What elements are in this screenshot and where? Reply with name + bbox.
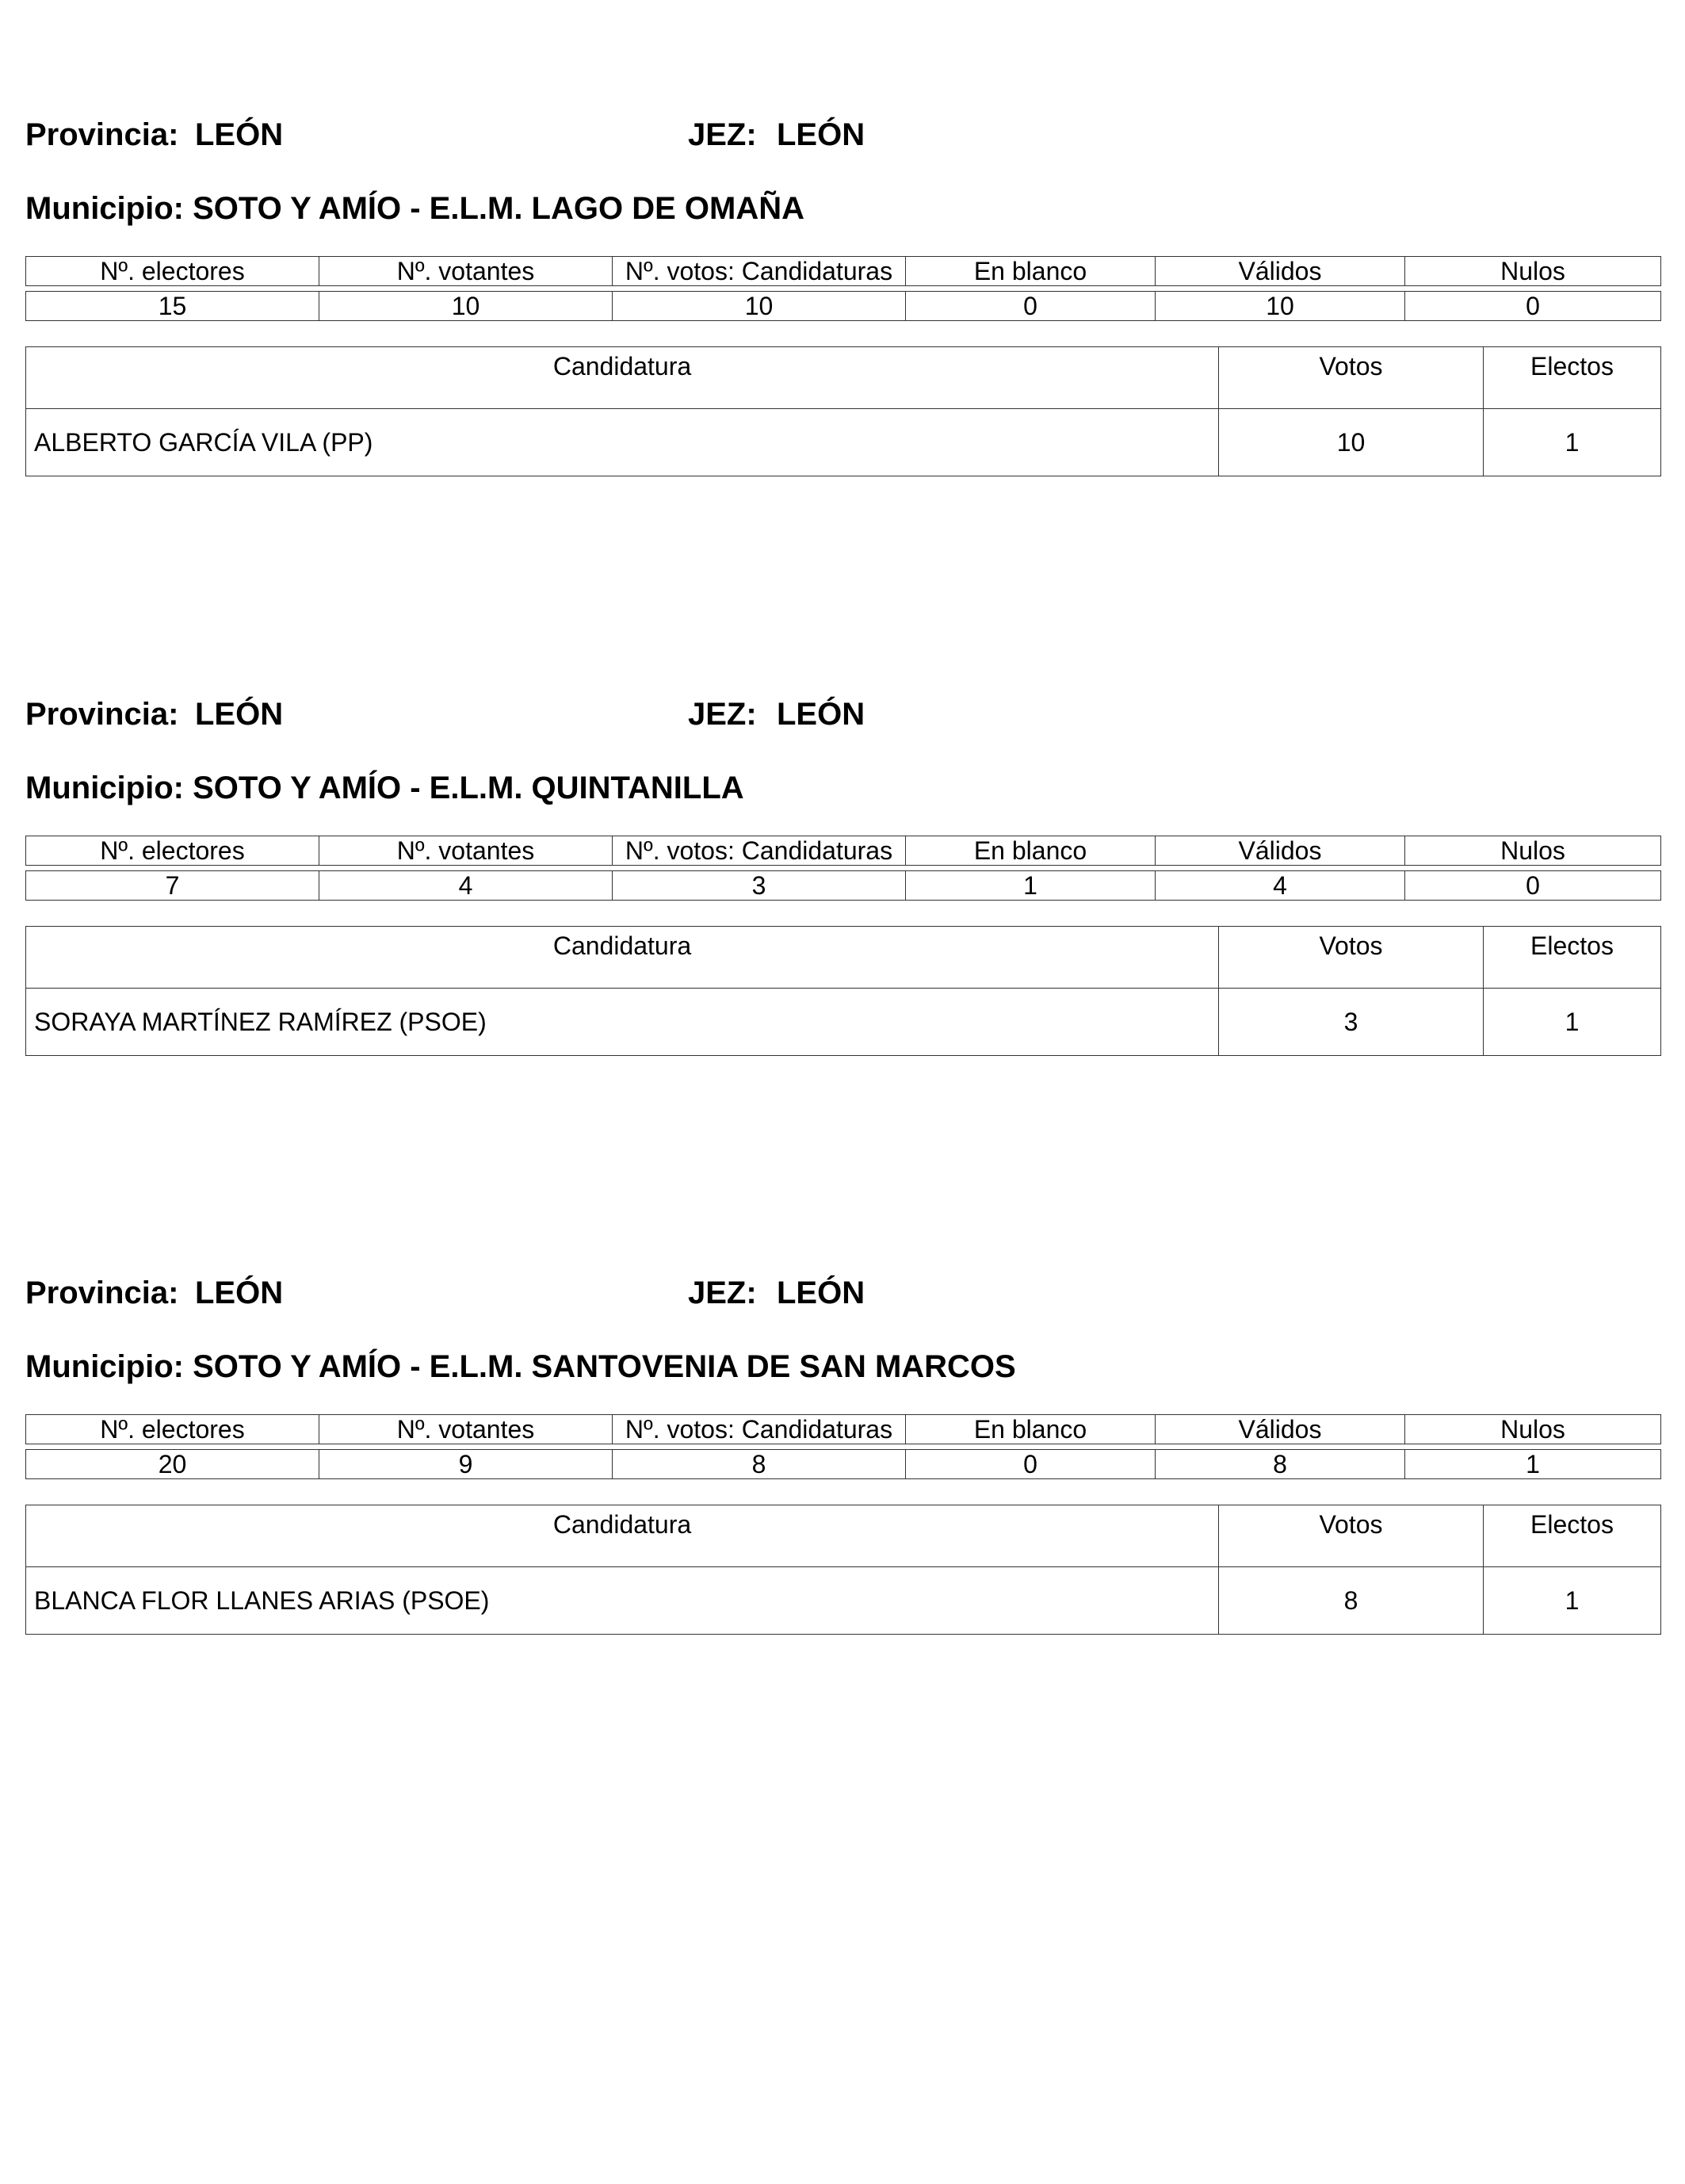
candidate-name: SORAYA MARTÍNEZ RAMÍREZ (PSOE) xyxy=(26,989,1219,1056)
electos-header: Electos xyxy=(1484,927,1661,989)
jez-value: LEÓN xyxy=(777,1276,865,1310)
electores-value: 15 xyxy=(26,292,319,321)
validos-value: 4 xyxy=(1156,871,1405,901)
candidate-electos: 1 xyxy=(1484,1567,1661,1635)
municipio-label: Municipio: xyxy=(25,1349,184,1384)
votantes-value: 10 xyxy=(319,292,613,321)
candidatura-header: Candidatura xyxy=(26,927,1219,989)
votantes-value: 4 xyxy=(319,871,613,901)
stats-table xyxy=(25,256,1661,321)
nulos-value: 0 xyxy=(1405,871,1661,901)
candidate-electos: 1 xyxy=(1484,409,1661,476)
votos-candidaturas-value: 10 xyxy=(613,292,906,321)
stats-value-row xyxy=(26,871,1661,901)
validos-value: 8 xyxy=(1156,1450,1405,1479)
jez-label: JEZ: xyxy=(688,1276,757,1310)
stats-table xyxy=(25,1414,1661,1479)
en-blanco-value: 0 xyxy=(906,292,1156,321)
candidates-header-row xyxy=(26,927,1661,989)
stats-header-cell: Nº. votos: Candidaturas xyxy=(613,836,906,866)
votos-candidaturas-value: 3 xyxy=(613,871,906,901)
stats-header-cell: En blanco xyxy=(906,836,1156,866)
municipio-label: Municipio: xyxy=(25,771,184,805)
provincia-label: Provincia: xyxy=(25,117,179,152)
municipio-section xyxy=(25,1269,1660,1681)
municipio-section xyxy=(25,690,1660,1103)
stats-header-cell: Nº. electores xyxy=(26,836,319,866)
municipio-value: SOTO Y AMÍO - E.L.M. SANTOVENIA DE SAN MARCOS xyxy=(193,1349,1016,1384)
provincia-value: LEÓN xyxy=(195,117,284,152)
stats-value-row xyxy=(26,1450,1661,1479)
provincia-label: Provincia: xyxy=(25,697,179,732)
stats-header-cell: Nulos xyxy=(1405,836,1661,866)
stats-header-cell: Válidos xyxy=(1156,257,1405,286)
votos-header: Votos xyxy=(1219,927,1484,989)
municipio-label: Municipio: xyxy=(25,191,184,226)
electores-value: 7 xyxy=(26,871,319,901)
candidates-table xyxy=(25,926,1661,1056)
jez-label: JEZ: xyxy=(688,117,757,152)
municipio-title xyxy=(25,185,804,232)
stats-header-cell: Válidos xyxy=(1156,836,1405,866)
stats-header-cell: Nº. electores xyxy=(26,257,319,286)
municipio-value: SOTO Y AMÍO - E.L.M. LAGO DE OMAÑA xyxy=(193,191,804,226)
candidate-row xyxy=(26,409,1661,476)
candidates-table xyxy=(25,1505,1661,1635)
candidatura-header: Candidatura xyxy=(26,347,1219,409)
electos-header: Electos xyxy=(1484,1505,1661,1567)
stats-header-cell: Nº. votos: Candidaturas xyxy=(613,257,906,286)
provincia-value: LEÓN xyxy=(195,697,284,732)
candidate-votos: 10 xyxy=(1219,409,1484,476)
en-blanco-value: 1 xyxy=(906,871,1156,901)
candidate-votos: 3 xyxy=(1219,989,1484,1056)
candidates-header-row xyxy=(26,1505,1661,1567)
votantes-value: 9 xyxy=(319,1450,613,1479)
stats-table xyxy=(25,836,1661,901)
header-line xyxy=(25,111,1660,159)
nulos-value: 1 xyxy=(1405,1450,1661,1479)
stats-value-row xyxy=(26,292,1661,321)
stats-header-cell: En blanco xyxy=(906,257,1156,286)
stats-header-cell: Nº. votantes xyxy=(319,1415,613,1444)
municipio-title xyxy=(25,764,744,812)
stats-header-cell: Nulos xyxy=(1405,257,1661,286)
stats-header-cell: Nº. votantes xyxy=(319,836,613,866)
stats-header-row xyxy=(26,257,1661,286)
candidate-name: BLANCA FLOR LLANES ARIAS (PSOE) xyxy=(26,1567,1219,1635)
candidate-electos: 1 xyxy=(1484,989,1661,1056)
stats-header-cell: Nulos xyxy=(1405,1415,1661,1444)
stats-header-cell: Nº. votos: Candidaturas xyxy=(613,1415,906,1444)
candidate-votos: 8 xyxy=(1219,1567,1484,1635)
jez-value: LEÓN xyxy=(777,697,865,732)
header-line xyxy=(25,1269,1660,1317)
stats-header-cell: Nº. electores xyxy=(26,1415,319,1444)
provincia-label: Provincia: xyxy=(25,1276,179,1310)
votos-candidaturas-value: 8 xyxy=(613,1450,906,1479)
jez-value: LEÓN xyxy=(777,117,865,152)
candidate-row xyxy=(26,1567,1661,1635)
candidates-header-row xyxy=(26,347,1661,409)
votos-header: Votos xyxy=(1219,347,1484,409)
jez-label: JEZ: xyxy=(688,697,757,732)
stats-header-row xyxy=(26,836,1661,866)
stats-header-cell: En blanco xyxy=(906,1415,1156,1444)
candidate-name: ALBERTO GARCÍA VILA (PP) xyxy=(26,409,1219,476)
stats-header-row xyxy=(26,1415,1661,1444)
provincia-value: LEÓN xyxy=(195,1276,284,1310)
electos-header: Electos xyxy=(1484,347,1661,409)
candidates-table xyxy=(25,346,1661,476)
nulos-value: 0 xyxy=(1405,292,1661,321)
municipio-title xyxy=(25,1343,1016,1390)
header-line xyxy=(25,690,1660,738)
votos-header: Votos xyxy=(1219,1505,1484,1567)
stats-header-cell: Válidos xyxy=(1156,1415,1405,1444)
candidate-row xyxy=(26,989,1661,1056)
en-blanco-value: 0 xyxy=(906,1450,1156,1479)
validos-value: 10 xyxy=(1156,292,1405,321)
candidatura-header: Candidatura xyxy=(26,1505,1219,1567)
municipio-section xyxy=(25,111,1660,523)
municipio-value: SOTO Y AMÍO - E.L.M. QUINTANILLA xyxy=(193,771,744,805)
stats-header-cell: Nº. votantes xyxy=(319,257,613,286)
electores-value: 20 xyxy=(26,1450,319,1479)
